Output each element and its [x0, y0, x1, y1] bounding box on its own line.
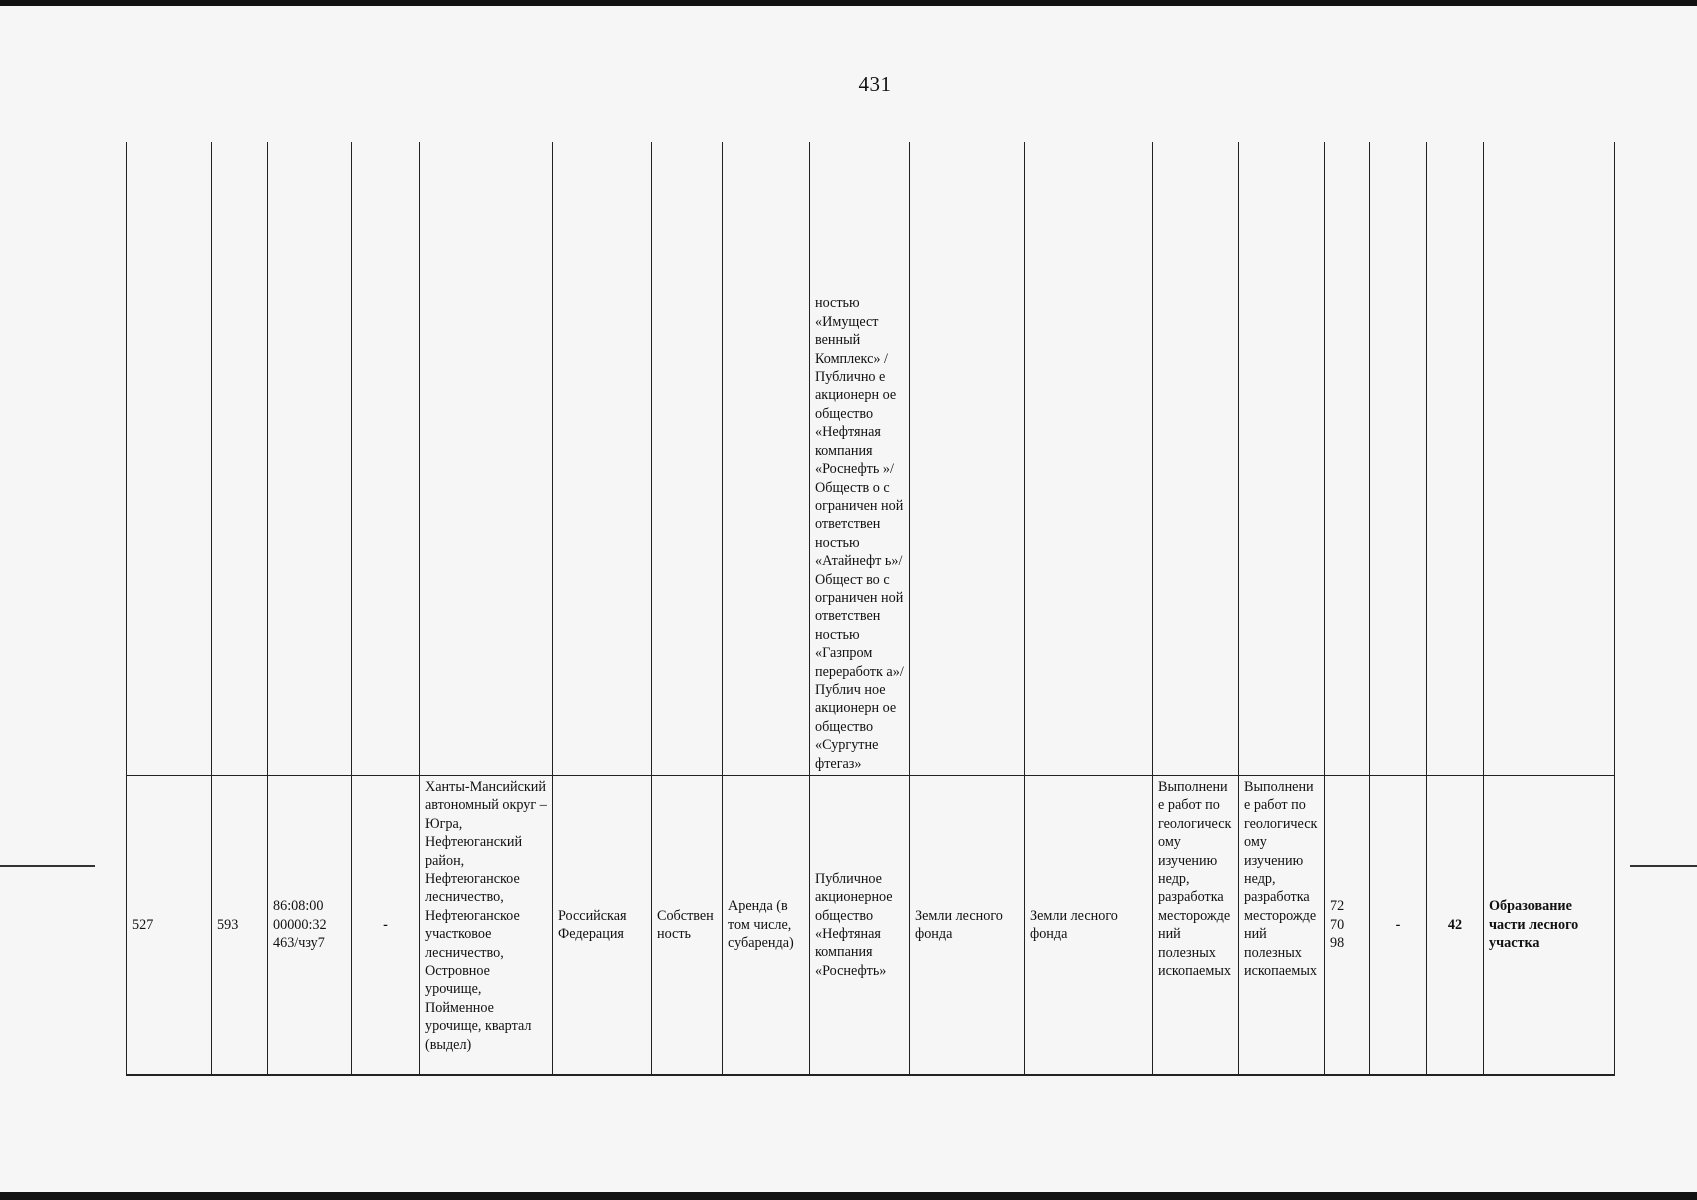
cell-land-category: Земли лесного фонда: [910, 776, 1025, 1076]
cell-empty: [1427, 142, 1484, 776]
scan-border-bottom: [0, 1192, 1697, 1200]
cell-empty: [723, 142, 810, 776]
scan-artifact-line: [0, 865, 95, 867]
scan-border-top: [0, 0, 1697, 6]
land-plot-table: [126, 142, 1615, 1076]
cell-number: 593: [212, 776, 268, 1076]
cell-previous-number: -: [352, 776, 420, 1076]
cell-empty: [127, 142, 212, 776]
cell-empty: [212, 142, 268, 776]
scan-artifact-line: [1630, 865, 1697, 867]
area-line: 98: [1330, 935, 1345, 952]
cell-row-number: 527: [127, 776, 212, 1076]
cell-holder-continued: ностью «Имущест венный Комплекс» /Публично е акционерн ое общество «Нефтяная компания «Роснефть »/Обществ о с ограничен ной ответствен ностью «Атайнефт ь»/Общест во с ограничен ной ответствен ностью «Газпром переработк а»/Публич ное акционерн ое общество «Сургутне фтегаз»: [810, 142, 910, 776]
cell-purpose: Образование части лесного участка: [1484, 776, 1615, 1076]
area-line: 70: [1330, 916, 1345, 933]
cell-empty: [268, 142, 352, 776]
cell-permitted-use: Выполнение работ по геологическому изучению недр, разработка месторождений полезных ископаемых: [1153, 776, 1239, 1076]
table-row: [127, 776, 1615, 1076]
cell-encumbrance: Аренда (в том числе, субаренда): [723, 776, 810, 1076]
cell-empty: [1370, 142, 1427, 776]
cell-empty: [1325, 142, 1370, 776]
cell-empty: [553, 142, 652, 776]
cell-empty: [420, 142, 553, 776]
cell-quantity: 42: [1427, 776, 1484, 1076]
cell-dash: -: [1370, 776, 1427, 1076]
cell-location: Ханты-Мансийский автономный округ – Югра, Нефтеюганский район, Нефтеюганское лесничество, Нефтеюганское участковое лесничество, Островное урочище, Пойменное урочище, квартал (выдел): [420, 776, 553, 1076]
cell-empty: [1025, 142, 1153, 776]
page-number: 431: [858, 72, 892, 96]
cell-empty: [352, 142, 420, 776]
cell-area: [1325, 776, 1370, 1076]
cell-empty: [1484, 142, 1615, 776]
cell-owner: Российская Федерация: [553, 776, 652, 1076]
cell-empty: [1153, 142, 1239, 776]
table-row-continuation: [127, 142, 1615, 776]
area-line: 72: [1330, 898, 1345, 915]
cell-holder: Публичное акционерное общество «Нефтяная компания «Роснефть»: [810, 776, 910, 1076]
cell-permitted-use-2: Выполнение работ по геологическому изучению недр, разработка месторождений полезных ископаемых: [1239, 776, 1325, 1076]
cell-right-type: Собственность: [652, 776, 723, 1076]
cell-empty: [652, 142, 723, 776]
cell-land-category-2: Земли лесного фонда: [1025, 776, 1153, 1076]
cell-empty: [1239, 142, 1325, 776]
cell-cadastral-number: 86:08:00 00000:32 463/чзу7: [268, 776, 352, 1076]
cell-empty: [910, 142, 1025, 776]
